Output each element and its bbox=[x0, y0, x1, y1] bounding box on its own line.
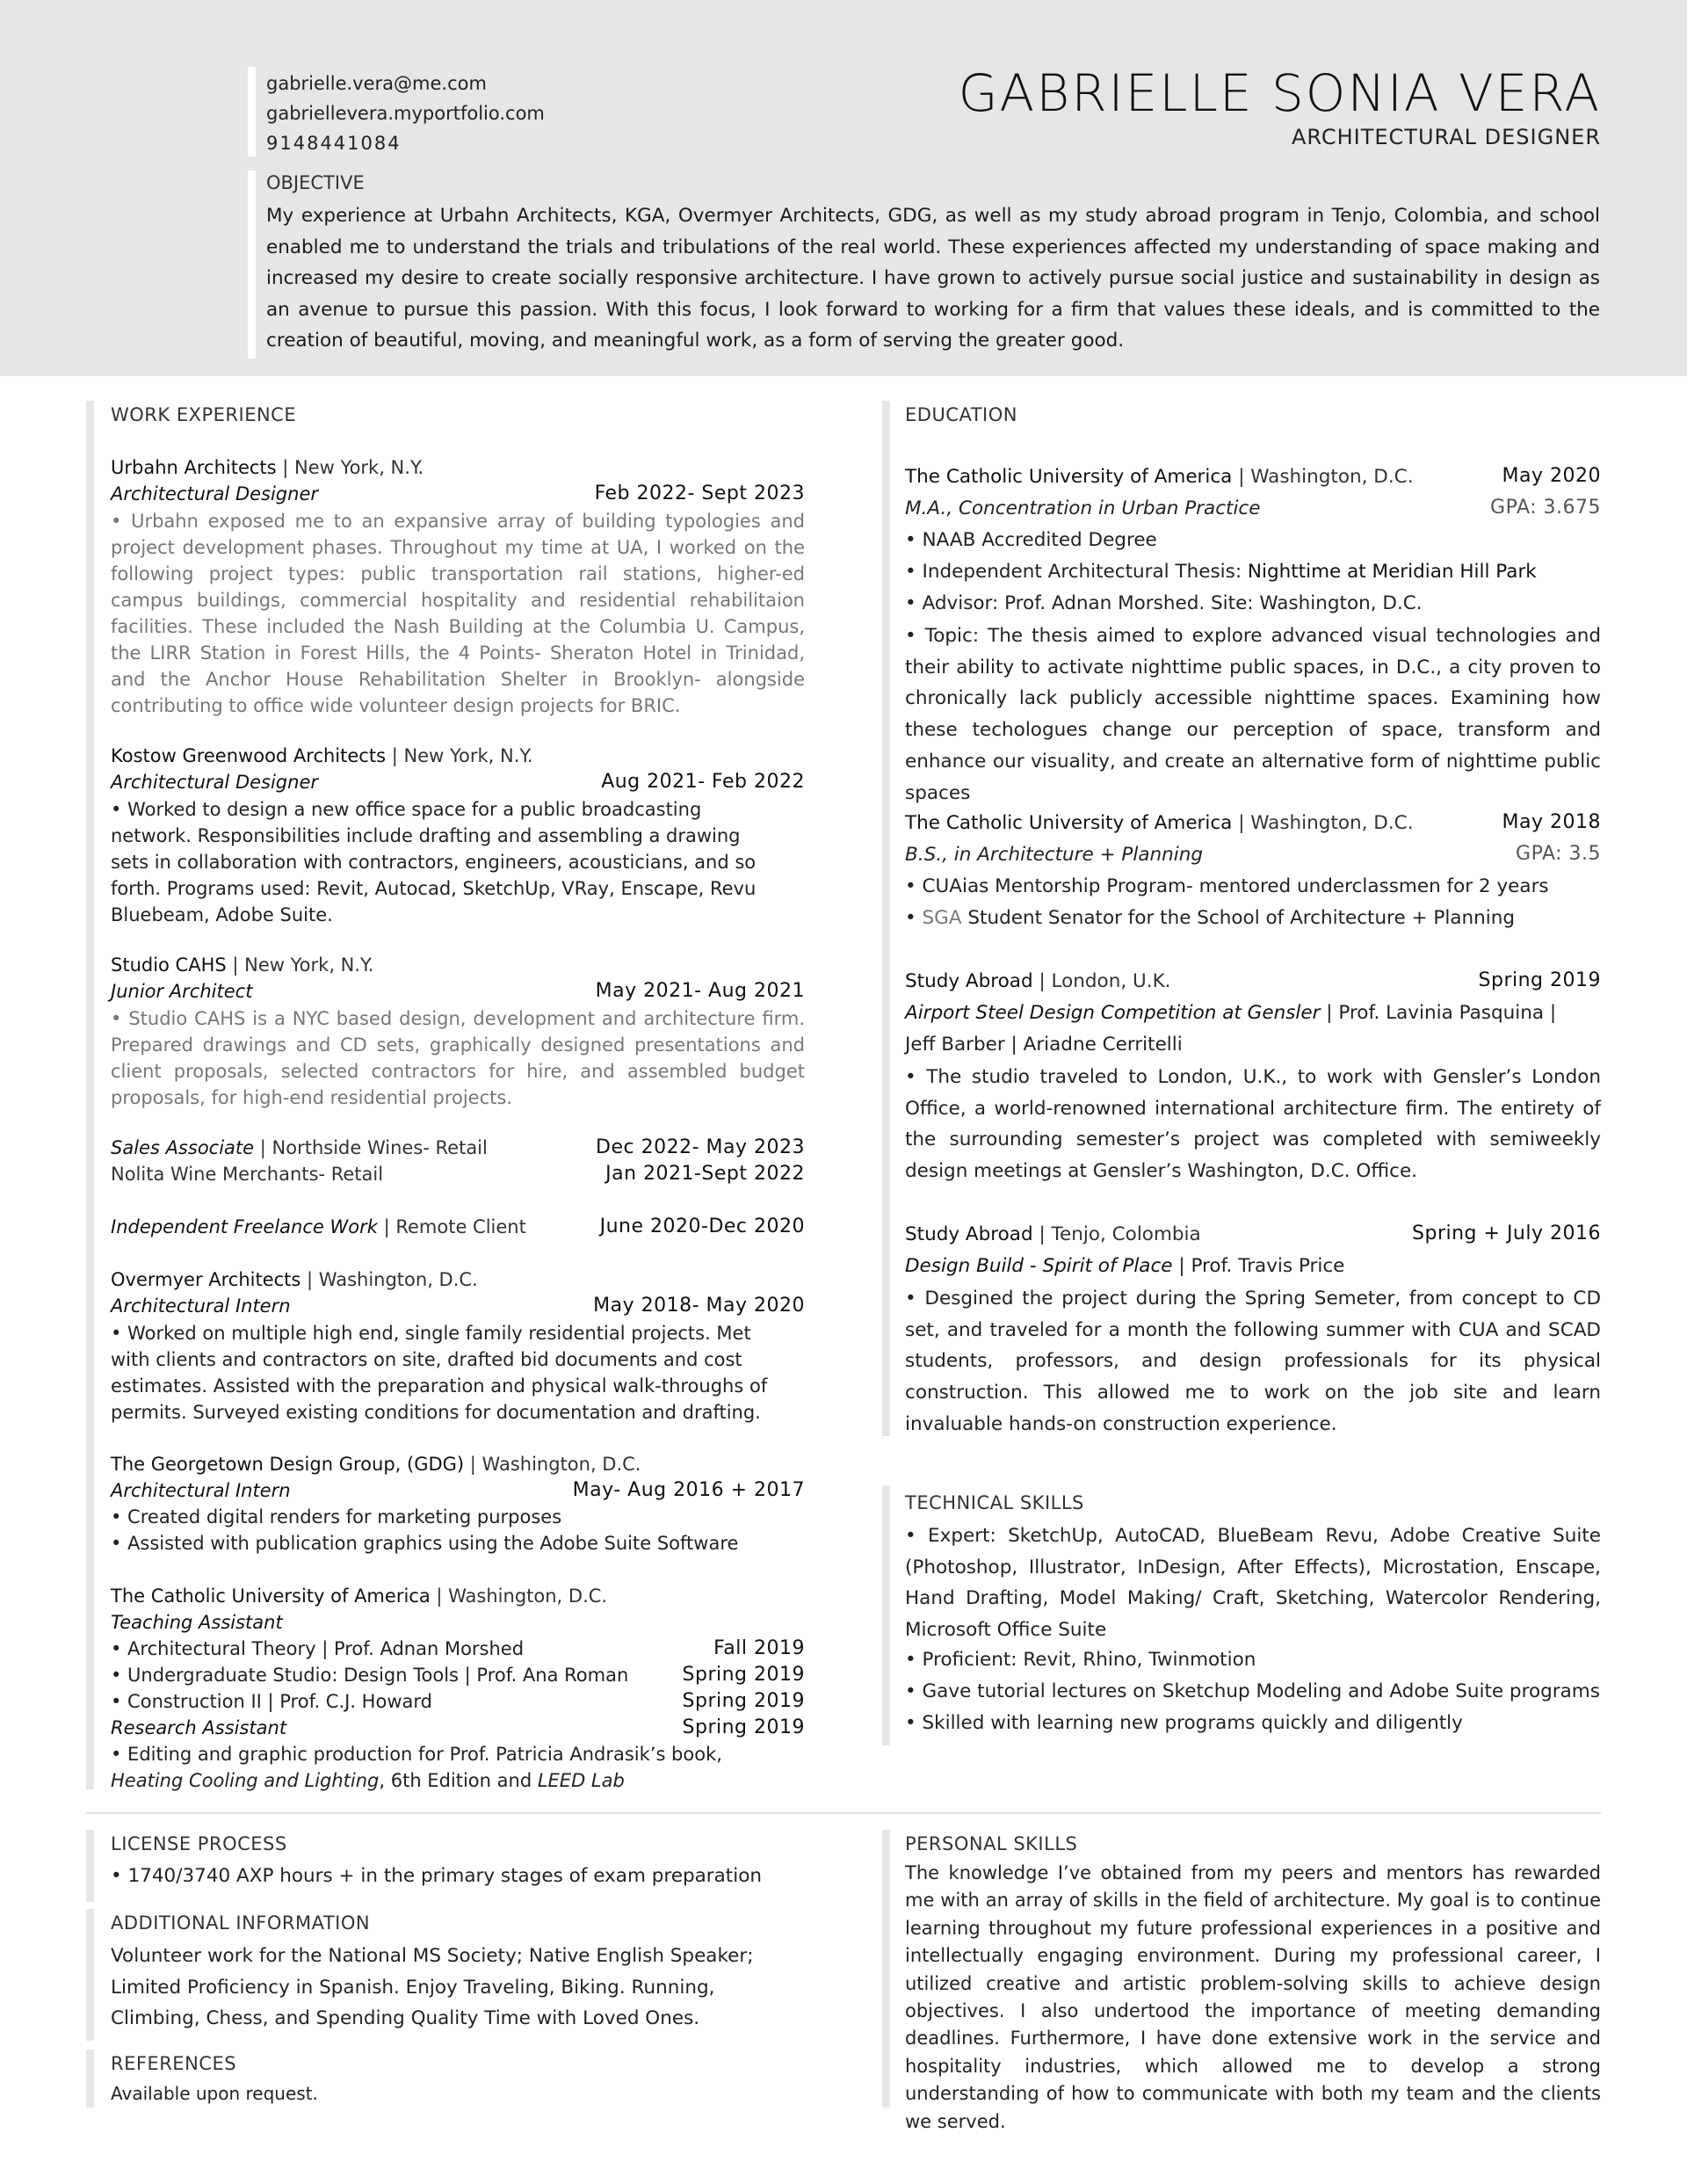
job-role: Architectural Intern bbox=[111, 1480, 291, 1501]
edu-school: The Catholic University of America bbox=[905, 812, 1233, 834]
job-role: Teaching Assistant bbox=[111, 1612, 283, 1633]
job-location: New York, N.Y. bbox=[294, 457, 424, 478]
sga-label: SGA bbox=[922, 907, 962, 929]
separator: | bbox=[1232, 466, 1251, 488]
job-role-secondary: Research Assistant bbox=[111, 1717, 287, 1738]
separator: | bbox=[276, 457, 295, 478]
edu-tenjo-header bbox=[905, 1223, 1201, 1245]
job-role: Independent Freelance Work bbox=[111, 1216, 378, 1237]
job-date: Feb 2022- Sept 2023 bbox=[594, 483, 805, 504]
references-heading: REFERENCES bbox=[111, 2053, 237, 2074]
edu-bullet-sga bbox=[905, 907, 1515, 929]
edu-degree: M.A., Concentration in Urban Practice bbox=[905, 497, 1261, 519]
education-heading: EDUCATION bbox=[905, 404, 1017, 425]
job-role: Sales Associate bbox=[111, 1137, 255, 1158]
edu-gpa: GPA: 3.675 bbox=[1490, 497, 1601, 519]
references-text: Available upon request. bbox=[111, 2083, 318, 2104]
course-date: Spring 2019 bbox=[682, 1664, 805, 1686]
edu-date: Spring + July 2016 bbox=[1412, 1223, 1601, 1244]
job-org: Northside Wines- Retail bbox=[272, 1137, 488, 1158]
job-overmyer-header bbox=[111, 1269, 478, 1290]
course-date: Fall 2019 bbox=[713, 1637, 805, 1659]
edu-bullet: • Advisor: Prof. Adnan Morshed. Site: Washington, D.C. bbox=[905, 592, 1423, 614]
job-description: • Studio CAHS is a NYC based design, development and architecture firm. Prepared drawings and CD sets, graphically designed presentations and client proposals, selected contractors for hire, and assembled budget proposals, for high-end residential projects. bbox=[111, 1008, 805, 1108]
job-org: Remote Client bbox=[395, 1216, 526, 1237]
contact-accent-bar bbox=[248, 67, 256, 156]
additional-accent-bar bbox=[86, 1909, 94, 2041]
job-description: • Worked to design a new office space for a public broadcasting network. Responsibilities include drafting and assembling a drawing sets in collaboration with contractors, engineers, acousticians, and so forth. Programs used: Revit, Autocad, SketchUp, VRay, Enscape, Revu Bluebeam, Adobe Suite. bbox=[111, 799, 757, 925]
edu-program: Study Abroad bbox=[905, 970, 1033, 992]
edu-bullet-thesis bbox=[905, 561, 1537, 583]
job-date: Jan 2021-Sept 2022 bbox=[605, 1163, 805, 1185]
job-location: Washington, D.C. bbox=[318, 1269, 478, 1290]
personal-skills-text: The knowledge I’ve obtained from my peers and mentors has rewarded me with an array of skills in the field of architecture. My goal is to continue learning throughout my future professional experiences in a positive and intellectually engaging environment. During my professional career, I utilized creative and artistic problem-solving skills to achieve design objectives. I also undertood the importance of meeting demanding deadlines. Furthermore, I have done extensive work in the service and hospitality industries, which allowed me to develop a strong understanding of how to communicate with both my team and the clients we served. bbox=[905, 1862, 1601, 2132]
job-sales-line-1 bbox=[111, 1137, 488, 1158]
edu-london-header bbox=[905, 970, 1171, 992]
references-accent-bar bbox=[86, 2050, 94, 2108]
job-location: New York, N.Y. bbox=[244, 954, 374, 976]
edu-location: Washington, D.C. bbox=[1250, 812, 1414, 834]
edu-description: • Desgined the project during the Spring Semeter, from concept to CD set, and traveled for a month the following summer with CUA and SCAD students, professors, and design professionals for its physical construction. This allowed me to work on the job site and learn invaluable hands-on construction experience. bbox=[905, 1288, 1601, 1435]
edu-project-line bbox=[905, 1002, 1556, 1024]
job-role: Junior Architect bbox=[111, 981, 253, 1002]
course-item: • Architectural Theory | Prof. Adnan Morshed bbox=[111, 1638, 525, 1659]
edu-project-line bbox=[905, 1255, 1344, 1277]
edu-program: Study Abroad bbox=[905, 1223, 1033, 1245]
candidate-title: ARCHITECTURAL DESIGNER bbox=[1291, 125, 1601, 149]
technical-accent-bar bbox=[882, 1485, 890, 1745]
job-date: June 2020-Dec 2020 bbox=[599, 1215, 805, 1237]
job-org: Overmyer Architects bbox=[111, 1269, 301, 1290]
bullet-dot: • bbox=[905, 907, 923, 929]
edu-school: The Catholic University of America bbox=[905, 466, 1233, 488]
job-org: Urbahn Architects bbox=[111, 457, 277, 478]
edu-date: Spring 2019 bbox=[1478, 969, 1601, 991]
phone-number: 9148441084 bbox=[266, 133, 402, 154]
separator: | bbox=[430, 1585, 449, 1607]
separator: | bbox=[1232, 812, 1251, 834]
job-org: The Georgetown Design Group, (GDG) bbox=[111, 1454, 465, 1475]
book-title-2: LEED Lab bbox=[537, 1770, 625, 1791]
edu-bullet: • CUAias Mentorship Program- mentored underclassmen for 2 years bbox=[905, 875, 1549, 897]
personal-accent-bar bbox=[882, 1830, 890, 2108]
edu-ma-header bbox=[905, 466, 1414, 488]
job-urbahn-header bbox=[111, 457, 424, 478]
separator: | bbox=[1032, 970, 1052, 992]
research-bullet: • Editing and graphic production for Prof. Patricia Andrasik’s book, bbox=[111, 1744, 722, 1765]
book-title: Heating Cooling and Lighting bbox=[111, 1770, 380, 1791]
job-location: New York, N.Y. bbox=[403, 745, 533, 766]
job-org: Studio CAHS bbox=[111, 954, 227, 976]
separator: | bbox=[1032, 1223, 1052, 1245]
job-org: The Catholic University of America bbox=[111, 1585, 431, 1607]
job-location: Washington, D.C. bbox=[481, 1454, 641, 1475]
separator: | bbox=[300, 1269, 319, 1290]
separator: | bbox=[386, 745, 404, 766]
education-accent-bar bbox=[882, 401, 890, 1436]
candidate-name: GABRIELLE SONIA VERA bbox=[958, 63, 1601, 123]
job-org: Kostow Greenwood Architects bbox=[111, 745, 387, 766]
edu-location: London, U.K. bbox=[1051, 970, 1171, 992]
job-description: • Worked on multiple high end, single family residential projects. Met with clients and contractors on site, drafted bid documents and cost estimates. Assisted with the preparation and physical walk-throughs of permits. Surveyed existing conditions for documentation and drafting. bbox=[111, 1323, 768, 1423]
edu-degree: B.S., in Architecture + Planning bbox=[905, 844, 1204, 866]
edu-thesis-topic: • Topic: The thesis aimed to explore advanced visual technologies and their ability to activate nighttime public spaces, in D.C., a city proven to chronically lack publicly accessible nighttime spaces. Examining how these techologues change our perception of space, transform and enhance our visuality, and create an alternative form of nighttime public spaces bbox=[905, 625, 1601, 804]
objective-heading: OBJECTIVE bbox=[266, 172, 365, 193]
work-accent-bar bbox=[86, 401, 94, 1789]
job-location: Washington, D.C. bbox=[448, 1585, 608, 1607]
course-item: • Undergraduate Studio: Design Tools | Prof. Ana Roman bbox=[111, 1665, 629, 1686]
skills-tutorials: • Gave tutorial lectures on Sketchup Modeling and Adobe Suite programs bbox=[905, 1680, 1600, 1702]
course-date: Spring 2019 bbox=[682, 1690, 805, 1712]
edu-project: Airport Steel Design Competition at Gensler bbox=[905, 1002, 1321, 1024]
job-role: Architectural Designer bbox=[111, 483, 319, 504]
edu-date: May 2020 bbox=[1502, 465, 1601, 487]
contact-block bbox=[266, 69, 545, 158]
header-band bbox=[0, 0, 1687, 376]
job-bullet: • Assisted with publication graphics using the Adobe Suite Software bbox=[111, 1533, 739, 1554]
license-text: • 1740/3740 AXP hours + in the primary stages of exam preparation bbox=[111, 1865, 762, 1887]
separator: | bbox=[254, 1137, 272, 1158]
edu-gpa: GPA: 3.5 bbox=[1516, 843, 1601, 865]
job-bullet: • Created digital renders for marketing purposes bbox=[111, 1506, 562, 1527]
job-date: May- Aug 2016 + 2017 bbox=[572, 1479, 805, 1501]
job-date: Dec 2022- May 2023 bbox=[596, 1136, 805, 1158]
edu-location: Washington, D.C. bbox=[1250, 466, 1414, 488]
edu-bullet: • NAAB Accredited Degree bbox=[905, 529, 1157, 551]
separator: | bbox=[464, 1454, 482, 1475]
job-role: Architectural Designer bbox=[111, 772, 319, 793]
objective-text: My experience at Urbahn Architects, KGA, Overmyer Architects, GDG, as well as my study abroad program in Tenjo, Colombia, and school enabled me to understand the trials and tribulations of the real world. These experiences affected my understanding of space making and increased my desire to create socially responsive architecture. I have grown to actively pursue social justice and sustainability in design as an avenue to pursue this passion. With this focus, I look forward to working for a firm that values these ideals, and is committed to the creation of beautiful, moving, and meaningful work, as a form of serving the greater good. bbox=[266, 205, 1600, 352]
thesis-label: • Independent Architectural Thesis: bbox=[905, 561, 1248, 583]
personal-skills-heading: PERSONAL SKILLS bbox=[905, 1833, 1078, 1854]
separator: | bbox=[377, 1216, 396, 1237]
edu-professor: | Prof. Travis Price bbox=[1172, 1255, 1345, 1277]
additional-info-text: Volunteer work for the National MS Society; Native English Speaker; Limited Proficiency in Spanish. Enjoy Traveling, Biking. Running, Climbing, Chess, and Spending Quality Time with Loved Ones. bbox=[111, 1945, 754, 2030]
license-accent-bar bbox=[86, 1830, 94, 1902]
job-description: • Urbahn exposed me to an expansive array of building typologies and project development phases. Throughout my time at UA, I worked on the following project types: public transportation rail stations, higher-ed campus buildings, commercial hospitality and residential rehabilitaion facilities. These included the Nash Building at the Columbia U. Campus, the LIRR Station in Forest Hills, the 4 Points- Sheraton Hotel in Trinidad, and the Anchor House Rehabilitation Shelter in Brooklyn- alongside contributing to office wide volunteer design projects for BRIC. bbox=[111, 511, 805, 716]
edu-bs-header bbox=[905, 812, 1414, 834]
sga-role: Student Senator for the School of Architecture + Planning bbox=[961, 907, 1515, 929]
email-link[interactable]: gabrielle.vera@me.com bbox=[266, 73, 487, 94]
job-date: Aug 2021- Feb 2022 bbox=[601, 771, 805, 793]
separator: | bbox=[226, 954, 245, 976]
license-heading: LICENSE PROCESS bbox=[111, 1833, 287, 1854]
job-cua-header bbox=[111, 1585, 607, 1607]
edu-date: May 2018 bbox=[1502, 811, 1601, 833]
additional-info-heading: ADDITIONAL INFORMATION bbox=[111, 1912, 371, 1934]
edu-professors: | Prof. Lavinia Pasquina | bbox=[1320, 1002, 1557, 1024]
job-date: May 2021- Aug 2021 bbox=[595, 980, 805, 1002]
job-date: May 2018- May 2020 bbox=[593, 1295, 805, 1317]
job-date: Spring 2019 bbox=[682, 1716, 805, 1738]
section-divider bbox=[86, 1812, 1601, 1814]
edu-project: Design Build - Spirit of Place bbox=[905, 1255, 1173, 1277]
objective-accent-bar bbox=[248, 171, 256, 359]
technical-skills-heading: TECHNICAL SKILLS bbox=[905, 1492, 1084, 1513]
book-edition: , 6th Edition and bbox=[379, 1770, 538, 1791]
work-experience-heading: WORK EXPERIENCE bbox=[111, 404, 297, 425]
job-freelance-header bbox=[111, 1216, 526, 1237]
portfolio-link[interactable]: gabriellevera.myportfolio.com bbox=[266, 103, 545, 124]
job-kga-header bbox=[111, 745, 533, 766]
thesis-title: Nighttime at Meridian Hill Park bbox=[1247, 561, 1537, 583]
edu-professors-cont: Jeff Barber | Ariadne Cerritelli bbox=[905, 1034, 1183, 1056]
edu-location: Tenjo, Colombia bbox=[1051, 1223, 1201, 1245]
job-role: Architectural Intern bbox=[111, 1295, 291, 1317]
skills-learning: • Skilled with learning new programs quickly and diligently bbox=[905, 1712, 1463, 1734]
job-org-secondary: Nolita Wine Merchants- Retail bbox=[111, 1164, 384, 1185]
course-item: • Construction II | Prof. C.J. Howard bbox=[111, 1691, 432, 1712]
job-cahs-header bbox=[111, 954, 373, 976]
skills-expert: • Expert: SketchUp, AutoCAD, BlueBeam Revu, Adobe Creative Suite (Photoshop, Illustrator, InDesign, After Effects), Microstation, Enscape, Hand Drafting, Model Making/ Craft, Sketching, Watercolor Rendering, Microsoft Office Suite bbox=[905, 1525, 1601, 1642]
research-bullet-cont bbox=[111, 1770, 625, 1791]
edu-description: • The studio traveled to London, U.K., to work with Gensler’s London Office, a world-renowned international architecture firm. The entirety of the surrounding semester’s project was completed with semiweekly design meetings at Gensler’s Washington, D.C. Office. bbox=[905, 1066, 1601, 1183]
skills-proficient: • Proficient: Revit, Rhino, Twinmotion bbox=[905, 1649, 1256, 1671]
job-gdg-header bbox=[111, 1454, 641, 1475]
